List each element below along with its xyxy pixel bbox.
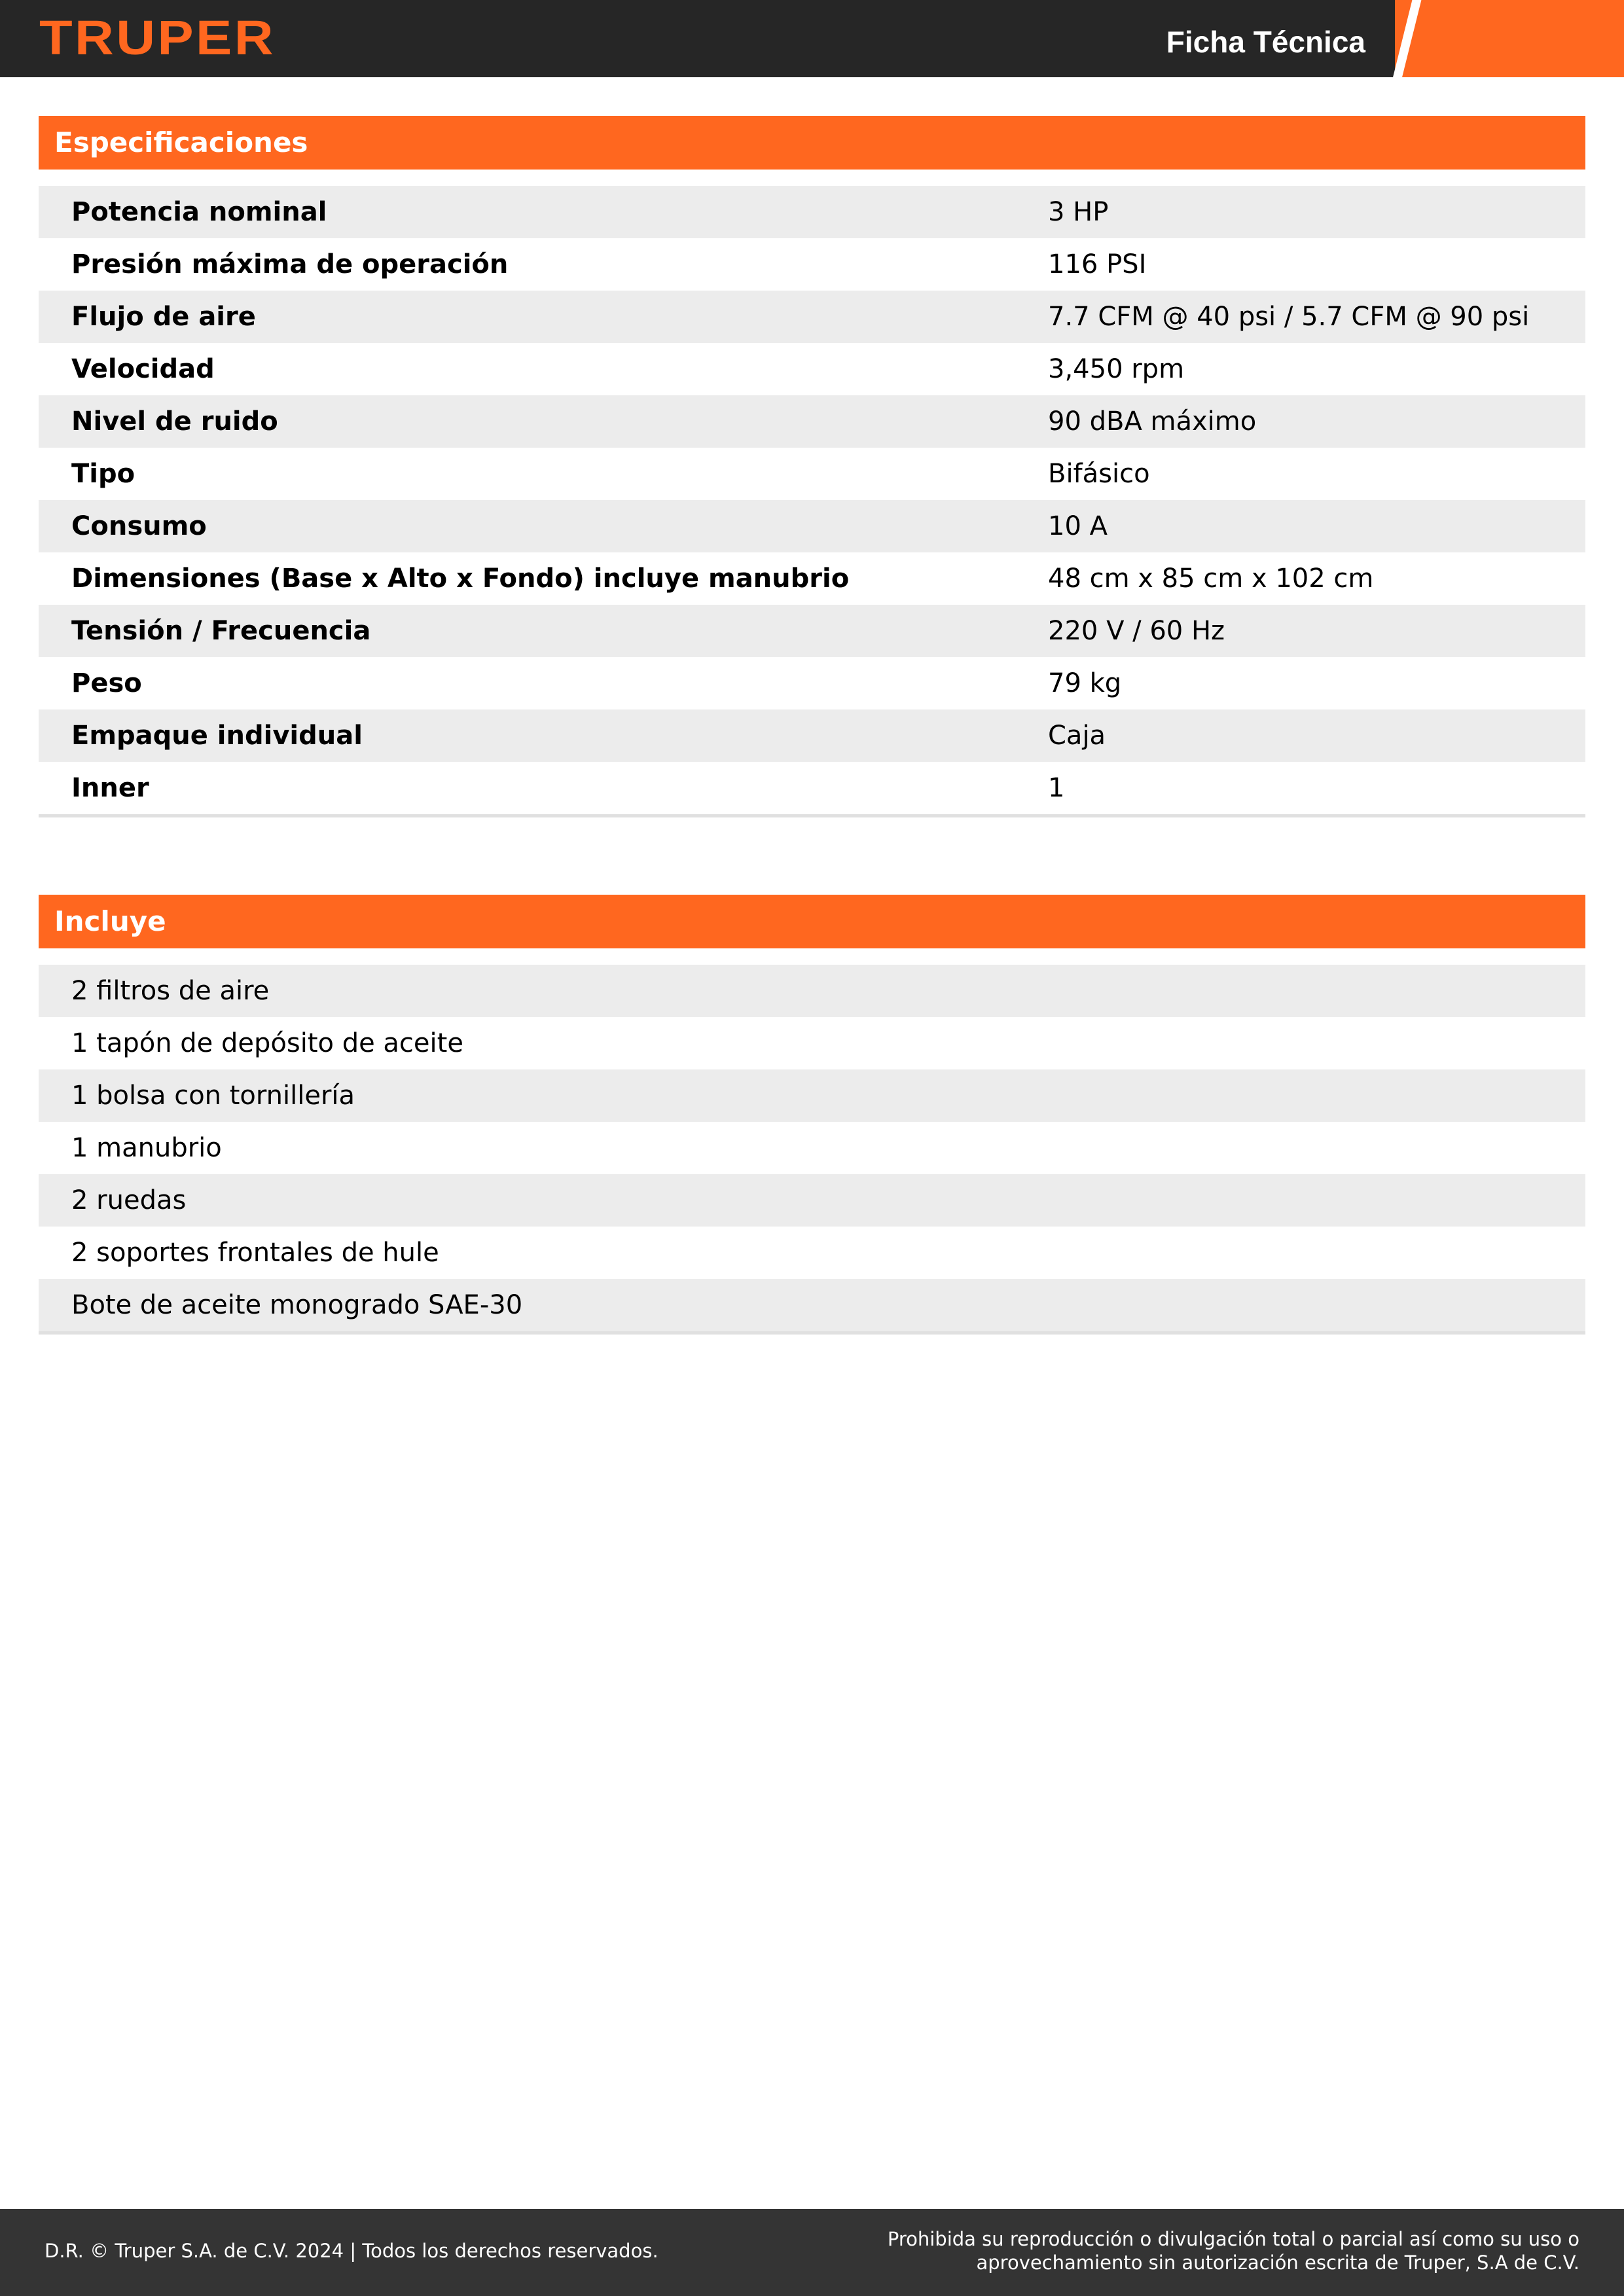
legal-notice-line: Prohibida su reproducción o divulgación total o parcial así como su uso o — [887, 2228, 1579, 2250]
spec-value: Bifásico — [1048, 459, 1150, 489]
spec-row — [39, 343, 1585, 395]
included-item-text: 2 ruedas — [71, 1185, 187, 1215]
included-item-text: 2 soportes frontales de hule — [71, 1238, 439, 1268]
spec-row — [39, 709, 1585, 762]
list-item — [39, 965, 1585, 1017]
spec-value: 48 cm x 85 cm x 102 cm — [1048, 564, 1374, 594]
page-header — [0, 0, 1624, 77]
list-item — [39, 1227, 1585, 1279]
legal-notice-line: aprovechamiento sin autorización escrita de Truper, S.A de C.V. — [976, 2251, 1579, 2274]
page-footer — [0, 2209, 1624, 2296]
spec-row — [39, 395, 1585, 448]
spec-row — [39, 448, 1585, 500]
includes-section — [39, 895, 1585, 1335]
included-item-text: Bote de aceite monogrado SAE-30 — [71, 1290, 523, 1320]
list-item — [39, 1069, 1585, 1122]
spec-value: 7.7 CFM @ 40 psi / 5.7 CFM @ 90 psi — [1048, 302, 1530, 332]
spec-label: Peso — [71, 668, 142, 698]
spec-value: 10 A — [1048, 511, 1108, 541]
spec-value: Caja — [1048, 721, 1106, 751]
spec-value: 220 V / 60 Hz — [1048, 616, 1225, 646]
list-item — [39, 1017, 1585, 1069]
includes-heading: Incluye — [39, 895, 1585, 948]
document-title: Ficha Técnica — [1166, 25, 1365, 59]
spec-label: Consumo — [71, 511, 207, 541]
specifications-heading: Especificaciones — [39, 116, 1585, 170]
specifications-table — [39, 186, 1585, 817]
spec-label: Inner — [71, 773, 149, 803]
included-item-text: 2 filtros de aire — [71, 976, 270, 1006]
list-item — [39, 1174, 1585, 1227]
spec-value: 1 — [1048, 773, 1065, 803]
spec-value: 90 dBA máximo — [1048, 406, 1257, 437]
truper-logo: TRUPER — [39, 10, 276, 65]
spec-row — [39, 238, 1585, 291]
list-item — [39, 1279, 1585, 1331]
spec-label: Dimensiones (Base x Alto x Fondo) incluye manubrio — [71, 564, 850, 594]
spec-label: Tensión / Frecuencia — [71, 616, 371, 646]
legal-notice — [794, 2227, 1579, 2274]
spec-label: Nivel de ruido — [71, 406, 278, 437]
spec-row — [39, 186, 1585, 238]
spec-value: 3,450 rpm — [1048, 354, 1185, 384]
spec-label: Flujo de aire — [71, 302, 256, 332]
included-item-text: 1 tapón de depósito de aceite — [71, 1028, 463, 1058]
spec-row — [39, 657, 1585, 709]
included-item-text: 1 manubrio — [71, 1133, 222, 1163]
spec-value: 116 PSI — [1048, 249, 1147, 279]
spec-row — [39, 762, 1585, 814]
included-item-text: 1 bolsa con tornillería — [71, 1081, 355, 1111]
header-accent-stripe — [1395, 0, 1624, 77]
spec-row — [39, 552, 1585, 605]
spec-label: Velocidad — [71, 354, 215, 384]
spec-value: 79 kg — [1048, 668, 1122, 698]
spec-label: Presión máxima de operación — [71, 249, 509, 279]
spec-row — [39, 605, 1585, 657]
copyright-text: D.R. © Truper S.A. de C.V. 2024 | Todos los derechos reservados. — [45, 2240, 659, 2262]
includes-list — [39, 965, 1585, 1335]
specifications-section — [39, 116, 1585, 817]
spec-row — [39, 500, 1585, 552]
spec-label: Potencia nominal — [71, 197, 327, 227]
spec-row — [39, 291, 1585, 343]
spec-label: Empaque individual — [71, 721, 363, 751]
spec-label: Tipo — [71, 459, 135, 489]
spec-value: 3 HP — [1048, 197, 1109, 227]
list-item — [39, 1122, 1585, 1174]
